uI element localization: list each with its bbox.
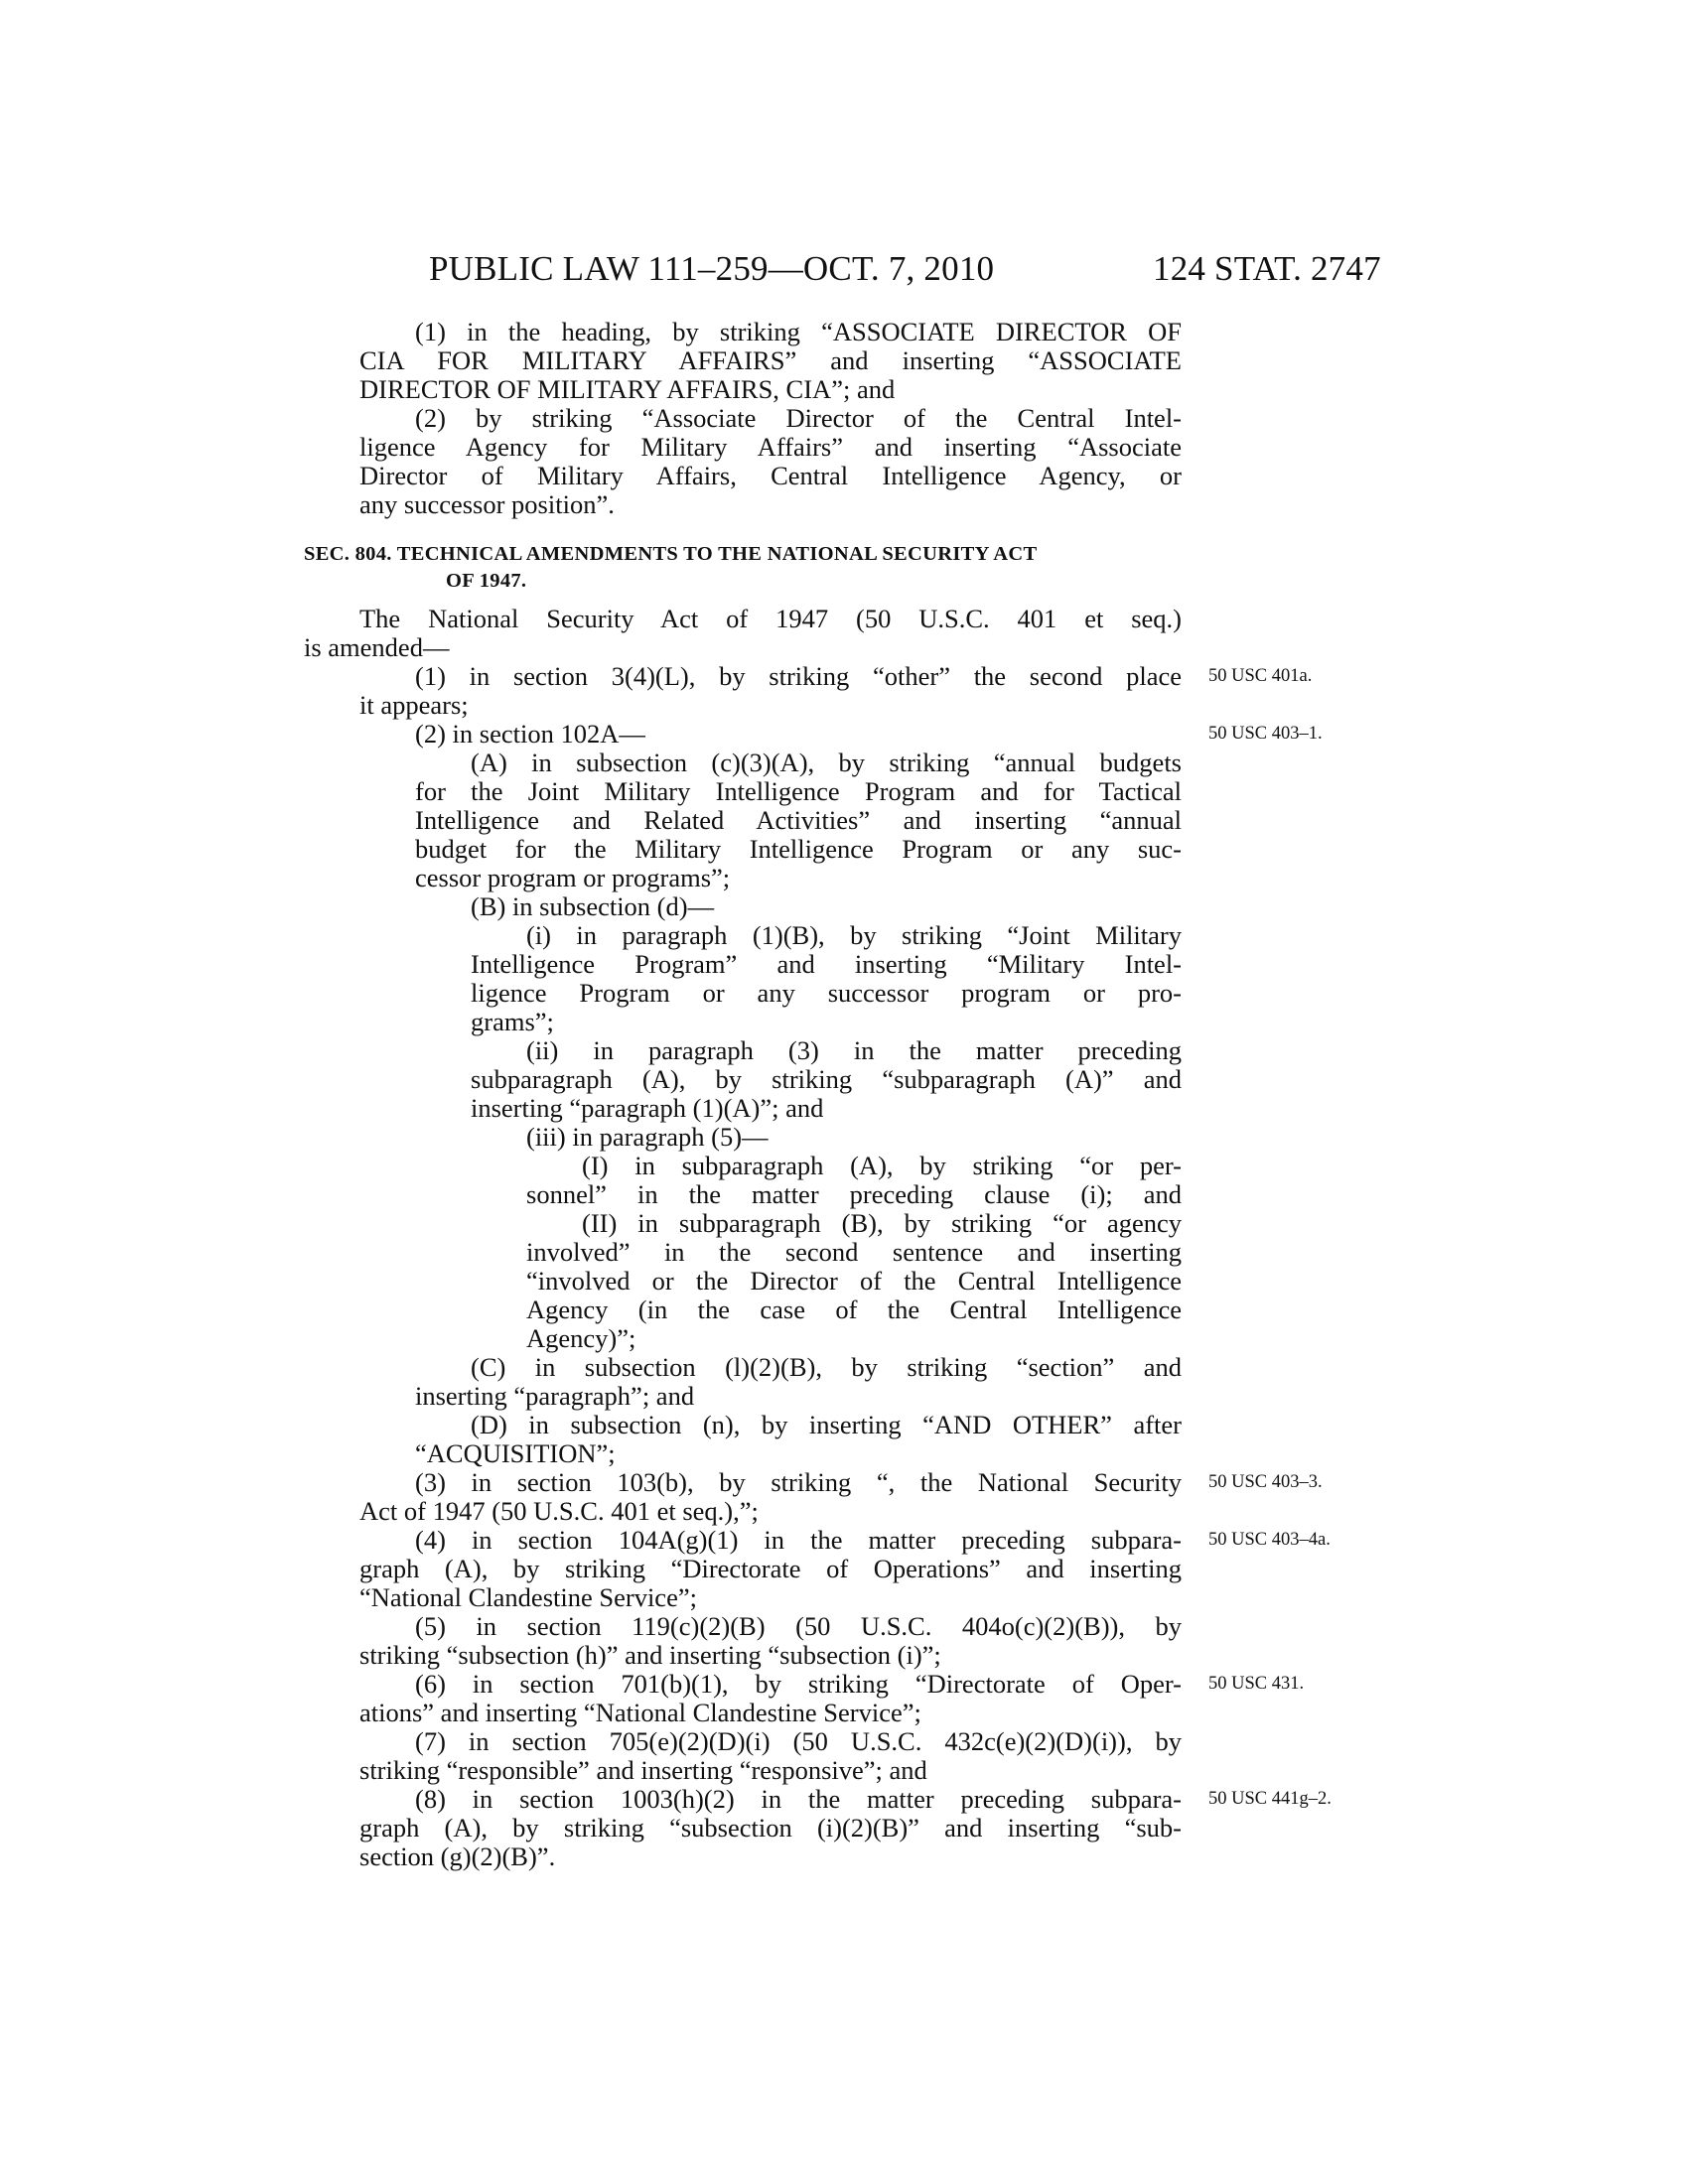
text-line: Intelligence and Related Activities” and inserting “annual [415, 805, 1182, 835]
margin-note: 50 USC 401a. [1208, 666, 1313, 686]
text-line: (4) in section 104A(g)(1) in the matter preceding subpara- [415, 1525, 1182, 1555]
text-line: The National Security Act of 1947 (50 U.S.C. 401 et seq.) [359, 604, 1182, 633]
text-line: (2) in section 102A— [415, 719, 645, 749]
text-line: inserting “paragraph (1)(A)”; and [471, 1093, 824, 1123]
running-header-page-number: 124 STAT. 2747 [1153, 249, 1381, 288]
text-line: ations” and inserting “National Clandestine Service”; [359, 1698, 921, 1727]
text-line: graph (A), by striking “Directorate of Operations” and inserting [359, 1554, 1182, 1583]
margin-note: 50 USC 403–3. [1208, 1472, 1323, 1492]
text-line: (7) in section 705(e)(2)(D)(i) (50 U.S.C. 432c(e)(2)(D)(i)), by [415, 1726, 1182, 1756]
text-line: sonnel” in the matter preceding clause (i); and [526, 1179, 1182, 1209]
text-line: (D) in subsection (n), by inserting “AND OTHER” after [471, 1410, 1182, 1439]
text-line: (I) in subparagraph (A), by striking “or per- [582, 1151, 1182, 1180]
text-line: cessor program or programs”; [415, 863, 731, 892]
text-line: (3) in section 103(b), by striking “, the National Security [415, 1467, 1182, 1497]
text-line: involved” in the second sentence and inserting [526, 1237, 1182, 1267]
text-line: Intelligence Program” and inserting “Military Intel- [471, 949, 1182, 979]
text-line: (II) in subparagraph (B), by striking “or agency [582, 1208, 1182, 1238]
text-line: (1) in section 3(4)(L), by striking “other” the second place [415, 661, 1182, 691]
margin-note: 50 USC 403–4a. [1208, 1530, 1331, 1550]
text-line: striking “subsection (h)” and inserting “subsection (i)”; [359, 1640, 941, 1670]
text-line: “involved or the Director of the Central Intelligence [526, 1266, 1182, 1296]
text-line: ligence Agency for Military Affairs” and inserting “Associate [359, 432, 1182, 462]
text-line: for the Joint Military Intelligence Program and for Tactical [415, 776, 1182, 806]
section-heading-continued: OF 1947. [446, 570, 527, 592]
text-line: (8) in section 1003(h)(2) in the matter preceding subpara- [415, 1784, 1182, 1814]
text-line: “ACQUISITION”; [415, 1438, 616, 1468]
text-line: striking “responsible” and inserting “responsive”; and [359, 1755, 927, 1785]
text-line: (5) in section 119(c)(2)(B) (50 U.S.C. 404o(c)(2)(B)), by [415, 1611, 1182, 1641]
text-line: (ii) in paragraph (3) in the matter preceding [526, 1035, 1182, 1065]
text-line: subparagraph (A), by striking “subparagraph (A)” and [471, 1064, 1182, 1094]
text-line: Act of 1947 (50 U.S.C. 401 et seq.),”; [359, 1496, 759, 1526]
text-line: (iii) in paragraph (5)— [526, 1122, 769, 1152]
text-line: budget for the Military Intelligence Program or any suc- [415, 834, 1182, 864]
section-heading: SEC. 804. TECHNICAL AMENDMENTS TO THE NATIONAL SECURITY ACT [304, 543, 1038, 565]
text-line: (A) in subsection (c)(3)(A), by striking “annual budgets [471, 748, 1182, 777]
text-line: (C) in subsection (l)(2)(B), by striking “section” and [471, 1352, 1182, 1382]
text-line: graph (A), by striking “subsection (i)(2)(B)” and inserting “sub- [359, 1813, 1182, 1843]
text-line: (B) in subsection (d)— [471, 891, 715, 921]
text-line: section (g)(2)(B)”. [359, 1842, 556, 1871]
margin-note: 50 USC 441g–2. [1208, 1789, 1332, 1809]
text-line: ligence Program or any successor program or pro- [471, 978, 1182, 1008]
text-line: any successor position”. [359, 489, 615, 519]
text-line: Agency)”; [526, 1323, 636, 1353]
text-line: (2) by striking “Associate Director of the Central Intel- [415, 403, 1182, 433]
text-line: CIA FOR MILITARY AFFAIRS” and inserting “ASSOCIATE [359, 345, 1182, 375]
margin-note: 50 USC 431. [1208, 1674, 1305, 1694]
text-line: Director of Military Affairs, Central Intelligence Agency, or [359, 461, 1182, 490]
text-line: is amended— [304, 632, 450, 662]
text-line: Agency (in the case of the Central Intelligence [526, 1295, 1182, 1324]
text-line: (6) in section 701(b)(1), by striking “Directorate of Oper- [415, 1669, 1182, 1699]
text-line: it appears; [359, 690, 469, 720]
text-line: “National Clandestine Service”; [359, 1582, 697, 1612]
text-line: (i) in paragraph (1)(B), by striking “Joint Military [526, 920, 1182, 950]
running-header-title: PUBLIC LAW 111–259—OCT. 7, 2010 [429, 249, 995, 288]
text-line: DIRECTOR OF MILITARY AFFAIRS, CIA”; and [359, 374, 896, 404]
text-line: grams”; [471, 1007, 554, 1036]
text-line: inserting “paragraph”; and [415, 1381, 695, 1411]
margin-note: 50 USC 403–1. [1208, 724, 1323, 744]
text-line: (1) in the heading, by striking “ASSOCIATE DIRECTOR OF [415, 317, 1182, 346]
